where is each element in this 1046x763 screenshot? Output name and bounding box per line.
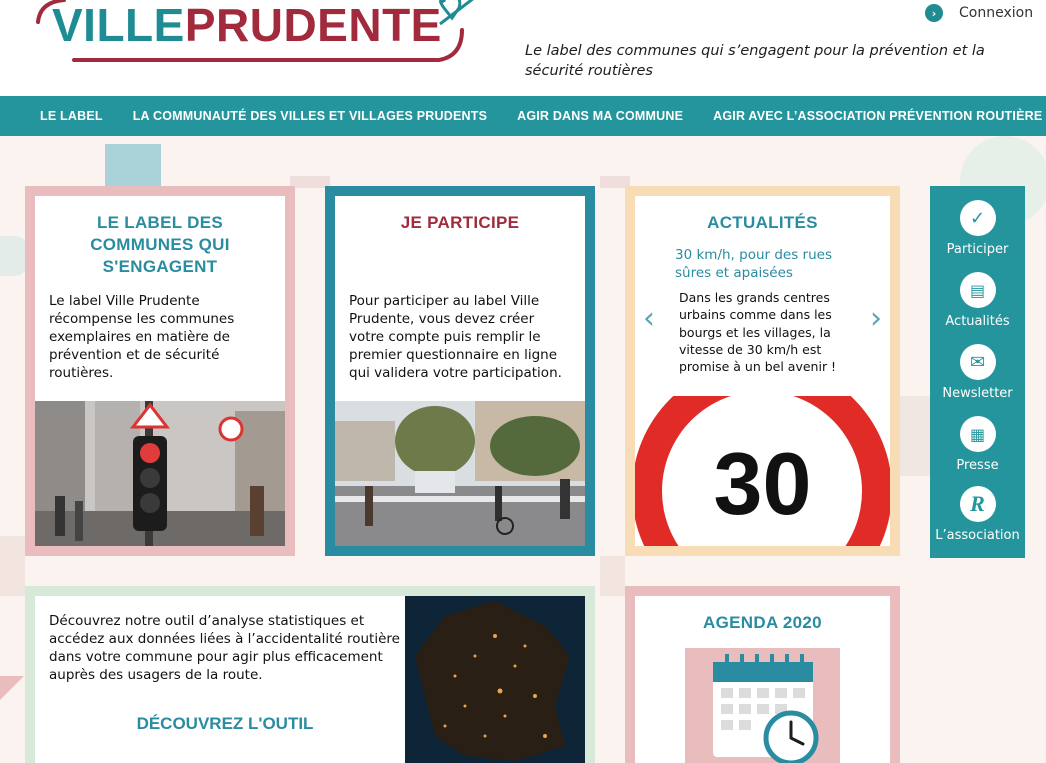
nav-item-le-label[interactable]: LE LABEL [40, 109, 103, 123]
card-actualites[interactable] [625, 186, 900, 556]
sidebar-label-actualites: Actualités [945, 314, 1010, 329]
card-outil[interactable] [25, 586, 595, 763]
card-le-label-inner [35, 196, 285, 546]
sidebar-item-actualites[interactable] [930, 272, 1025, 329]
sidebar-label-newsletter: Newsletter [942, 386, 1013, 401]
card-outil-body: Découvrez notre outil d’analyse statistiques et accédez aux données liées à l’accidentalité routière dans votre commune pour agir plus efficacement auprès des usagers de la route. [49, 613, 400, 683]
header [0, 0, 1046, 96]
ville-prudente-logo[interactable] [34, 0, 484, 74]
chevron-right-icon[interactable]: › [870, 301, 882, 336]
logo-part-ville: VILLE [52, 0, 185, 51]
card-je-participe-body: Pour participer au label Ville Prudente, vous devez créer votre compte puis remplir le premier questionnaire en ligne qui validera votre participation. [349, 293, 562, 381]
card-agenda-title: AGENDA 2020 [703, 613, 822, 632]
card-le-label-title: LE LABEL DES COMMUNES QUI S'ENGAGENT [90, 213, 230, 276]
calendar-icon [685, 648, 840, 763]
traffic-light-photo [35, 401, 285, 546]
card-outil-inner [35, 596, 585, 763]
speed-limit-number: 30 [713, 434, 812, 533]
news-summary: Dans les grands centres urbains comme dans les bourgs et les villages, la vitesse de 30 km/h est promise à un bel avenir ! [679, 290, 837, 375]
nav-item-communaute[interactable]: LA COMMUNAUTÉ DES VILLES ET VILLAGES PRUDENTS [132, 109, 488, 123]
association-logo-icon: R [960, 486, 996, 522]
card-agenda-inner [635, 596, 890, 763]
tagline: Le label des communes qui s’engagent pour la prévention et la sécurité routières [525, 43, 985, 79]
sidebar-item-presse[interactable] [930, 416, 1025, 473]
nav-item-agir-association[interactable]: AGIR AVEC L’ASSOCIATION PRÉVENTION ROUTIÈRE [713, 109, 1043, 123]
nav-item-agir-commune[interactable]: AGIR DANS MA COMMUNE [517, 109, 684, 123]
connexion-label: Connexion [959, 5, 1034, 21]
sidebar-item-newsletter[interactable] [930, 344, 1025, 401]
press-icon: ▦ [960, 416, 996, 452]
sidebar-item-participer[interactable] [930, 200, 1025, 257]
news-headline[interactable]: 30 km/h, pour des rues sûres et apaisées [675, 247, 832, 281]
sidebar-label-presse: Presse [956, 458, 999, 473]
card-je-participe[interactable] [325, 186, 595, 556]
card-actualites-inner [635, 196, 890, 546]
logo-part-prudente: PRUDENTE [184, 0, 442, 51]
chevron-left-icon[interactable]: ‹ [643, 301, 655, 336]
sidebar-label-participer: Participer [946, 242, 1009, 257]
logo-text [52, 0, 442, 52]
card-je-participe-inner [335, 196, 585, 546]
quick-links-sidebar [930, 186, 1025, 558]
sidebar-label-association: L’association [935, 528, 1020, 543]
news-icon: ▤ [960, 272, 996, 308]
check-icon: ✓ [960, 200, 996, 236]
card-actualites-title: ACTUALITÉS [707, 213, 818, 232]
card-le-label[interactable] [25, 186, 295, 556]
discover-tool-link[interactable]: DÉCOUVREZ L'OUTIL [136, 714, 314, 733]
card-je-participe-title: JE PARTICIPE [400, 213, 520, 232]
street-photo [335, 401, 585, 546]
main-nav [0, 96, 1046, 136]
card-agenda[interactable] [625, 586, 900, 763]
connexion-link[interactable] [925, 4, 1033, 22]
france-map-image [405, 596, 585, 763]
card-le-label-body: Le label Ville Prudente récompense les communes exemplaires en matière de prévention et de sécurité routières. [49, 293, 235, 381]
chevron-right-icon: › [925, 4, 943, 22]
envelope-icon: ✉ [960, 344, 996, 380]
sidebar-item-association[interactable] [930, 486, 1025, 543]
